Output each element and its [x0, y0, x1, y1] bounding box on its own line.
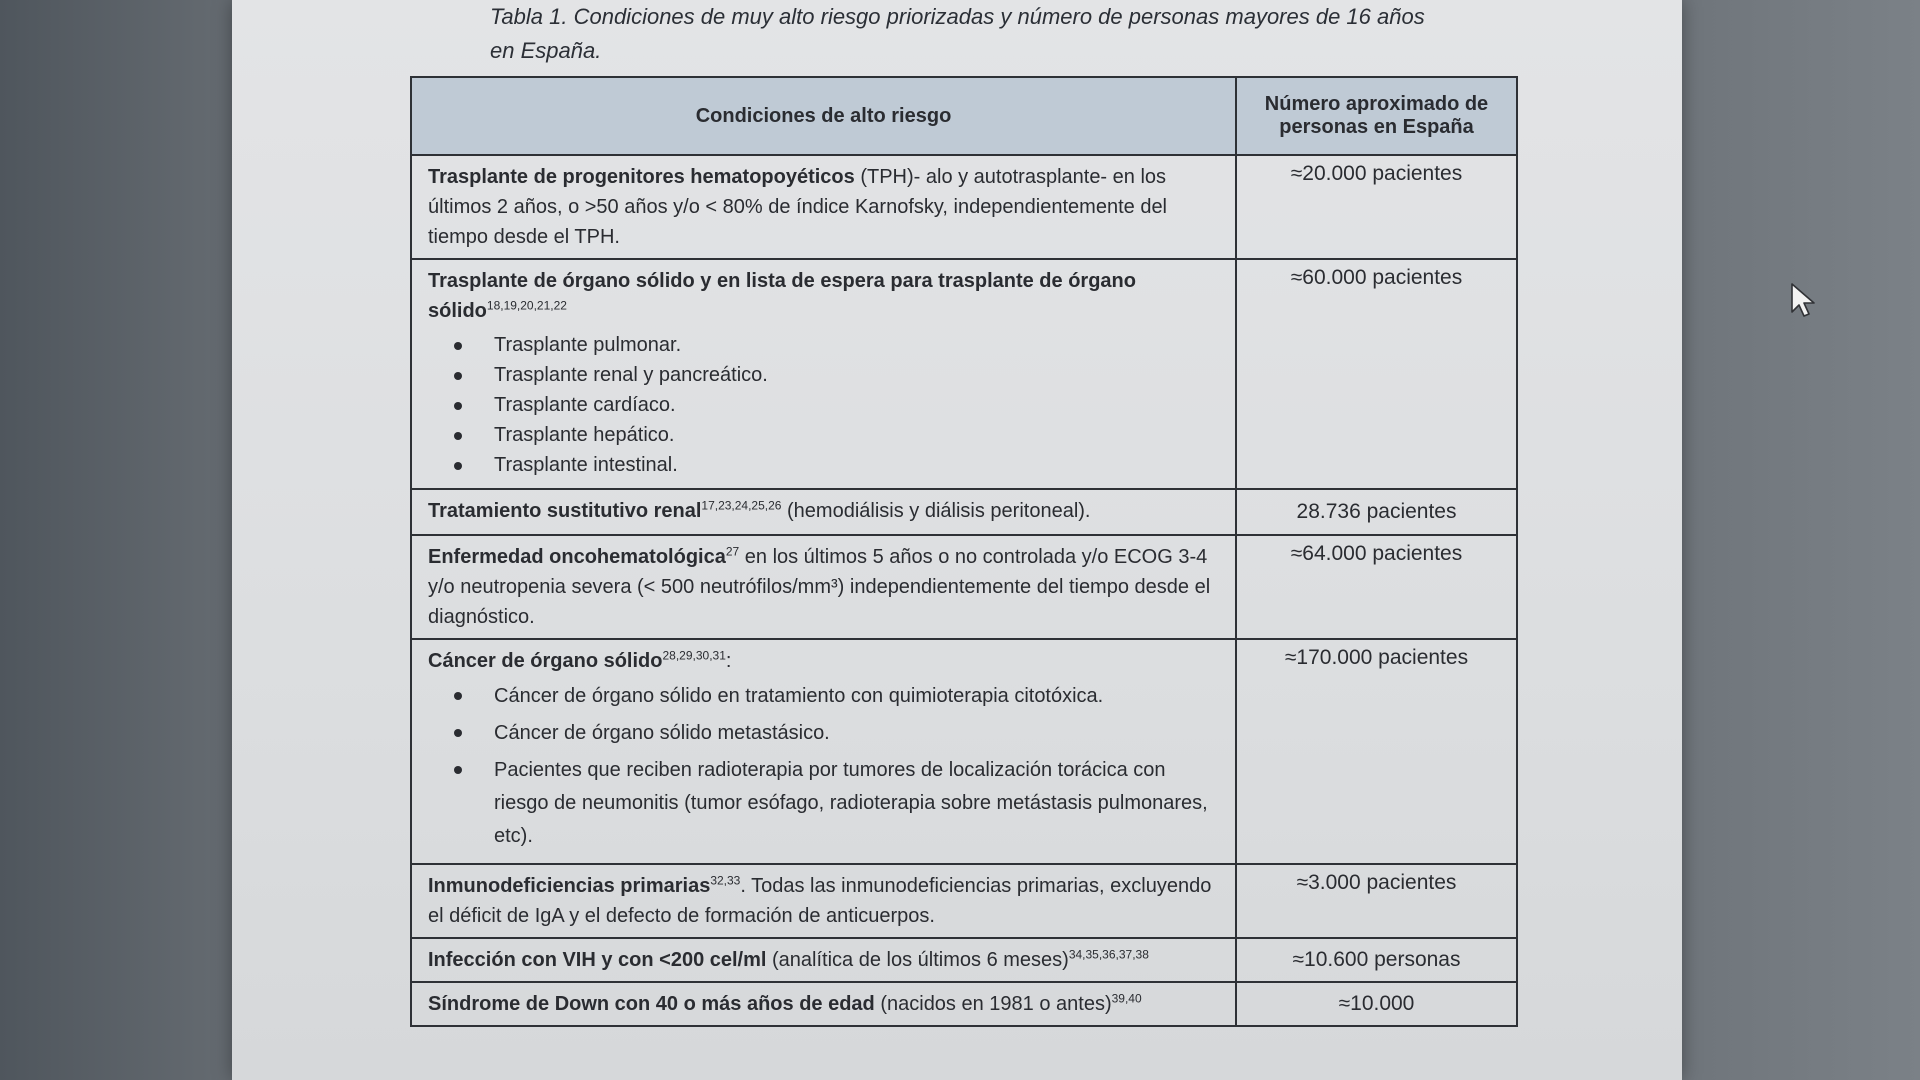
- count-cell: ≈3.000 pacientes: [1236, 864, 1517, 938]
- count-cell: ≈10.600 personas: [1236, 938, 1517, 982]
- condition-title: Enfermedad oncohematológica: [428, 546, 726, 568]
- condition-cell: [411, 639, 1236, 864]
- background-right: [1682, 0, 1920, 1080]
- header-count: [1236, 77, 1517, 155]
- reference-numbers: 39,40: [1111, 991, 1142, 1006]
- condition-text: en los últimos 5 años o no controlada y/o ECOG 3-4 y/o neutropenia severa (< 500 neutrófilos/mm³) independientemente del tiempo desde el diagnóstico.: [428, 546, 1211, 628]
- condition-cell: [411, 259, 1236, 489]
- table-caption: [490, 0, 1530, 68]
- condition-cell: [411, 982, 1236, 1026]
- condition-text: (hemodiálisis y diálisis peritoneal).: [781, 500, 1091, 522]
- condition-text: (nacidos en 1981 o antes): [874, 993, 1112, 1015]
- reference-numbers: 34,35,36,37,38: [1068, 947, 1149, 962]
- condition-title: Inmunodeficiencias primarias: [428, 875, 711, 897]
- mouse-pointer-icon: [1790, 282, 1818, 318]
- list-item: Trasplante renal y pancreático.: [494, 360, 1225, 390]
- condition-title: Cáncer de órgano sólido: [428, 650, 663, 672]
- table-header-row: [411, 77, 1517, 155]
- list-item: Trasplante intestinal.: [494, 450, 1225, 480]
- count-cell: ≈20.000 pacientes: [1236, 155, 1517, 259]
- count-cell: ≈10.000: [1236, 982, 1517, 1026]
- table-row: [411, 982, 1517, 1026]
- table-row: [411, 535, 1517, 639]
- header-count-line-2: personas en España: [1279, 116, 1474, 138]
- table-row: [411, 639, 1517, 864]
- list-item: Trasplante cardíaco.: [494, 390, 1225, 420]
- condition-cell: [411, 535, 1236, 639]
- list-item: Trasplante pulmonar.: [494, 330, 1225, 360]
- condition-text: (analítica de los últimos 6 meses): [766, 949, 1069, 971]
- list-item: Cáncer de órgano sólido metastásico.: [494, 717, 1225, 750]
- count-cell: ≈64.000 pacientes: [1236, 535, 1517, 639]
- reference-numbers: 32,33: [710, 873, 741, 888]
- table-row: [411, 489, 1517, 535]
- list-item: Cáncer de órgano sólido en tratamiento con quimioterapia citotóxica.: [494, 680, 1225, 713]
- condition-bullet-list: [428, 680, 1225, 853]
- condition-text: . Todas las inmunodeficiencias primarias, excluyendo el déficit de IgA y el defecto de formación de anticuerpos.: [428, 875, 1212, 927]
- header-conditions: Condiciones de alto riesgo: [411, 77, 1236, 155]
- caption-line-1: Tabla 1. Condiciones de muy alto riesgo priorizadas y número de personas mayores de 16 años: [490, 4, 1425, 29]
- reference-numbers: 17,23,24,25,26: [701, 498, 782, 513]
- caption-line-2: en España.: [490, 38, 602, 63]
- count-cell: 28.736 pacientes: [1236, 489, 1517, 535]
- condition-text: (TPH)- alo y autotrasplante- en los últimos 2 años, o >50 años y/o < 80% de índice Karnofsky, independientemente del tiempo desde el TPH.: [428, 166, 1168, 248]
- risk-conditions-table: [410, 76, 1518, 1027]
- count-cell: ≈170.000 pacientes: [1236, 639, 1517, 864]
- reference-numbers: 28,29,30,31: [662, 648, 726, 663]
- table-row: [411, 259, 1517, 489]
- header-count-line-1: Número aproximado de: [1264, 93, 1489, 115]
- condition-title: Tratamiento sustitutivo renal: [428, 500, 702, 522]
- reference-numbers: 18,19,20,21,22: [486, 298, 567, 313]
- condition-cell: [411, 938, 1236, 982]
- count-cell: ≈60.000 pacientes: [1236, 259, 1517, 489]
- reference-numbers: 27: [725, 544, 740, 559]
- background-left: [0, 0, 232, 1080]
- condition-title: Trasplante de progenitores hematopoyéticos: [428, 166, 855, 188]
- table-row: [411, 938, 1517, 982]
- condition-title: Síndrome de Down con 40 o más años de edad: [428, 993, 875, 1015]
- condition-text: :: [725, 650, 732, 672]
- condition-cell: [411, 864, 1236, 938]
- list-item: Pacientes que reciben radioterapia por tumores de localización torácica con riesgo de neumonitis (tumor esófago, radioterapia sobre metástasis pulmonares, etc).: [494, 754, 1225, 853]
- condition-bullet-list: [428, 330, 1225, 480]
- condition-cell: [411, 489, 1236, 535]
- list-item: Trasplante hepático.: [494, 420, 1225, 450]
- condition-title: Infección con VIH y con <200 cel/ml: [428, 949, 767, 971]
- table-row: [411, 864, 1517, 938]
- condition-cell: [411, 155, 1236, 259]
- condition-title: Trasplante de órgano sólido y en lista de espera para trasplante de órgano sólido: [428, 270, 1136, 322]
- table-row: [411, 155, 1517, 259]
